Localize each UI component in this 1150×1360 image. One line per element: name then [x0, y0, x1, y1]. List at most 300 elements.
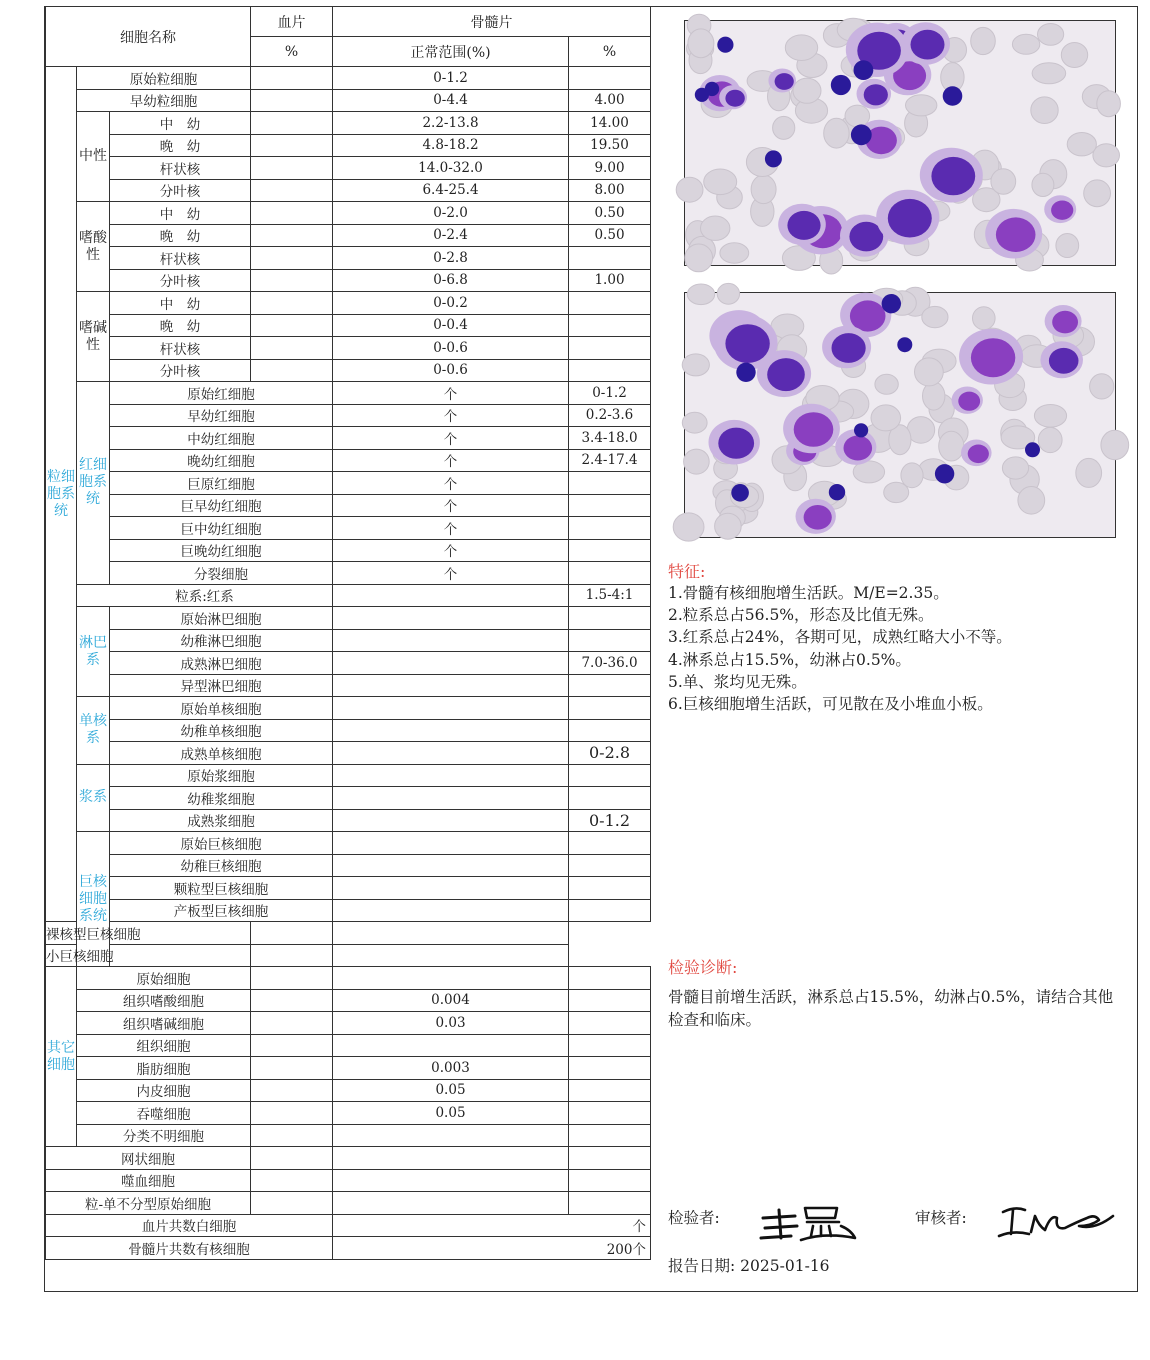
cell-name: 晚幼红细胞 — [110, 449, 333, 472]
section-label-lymph: 淋巴系 — [77, 607, 110, 697]
normal-range: 0-2.8 — [569, 742, 651, 765]
marrow-value — [569, 1192, 651, 1215]
table-row — [46, 967, 651, 990]
table-row — [46, 472, 651, 495]
normal-range: 3.4-18.0 — [569, 427, 651, 450]
table-row — [46, 922, 651, 945]
cell-name: 中 幼 — [110, 112, 251, 135]
feature-item: 6.巨核细胞增生活跃，可见散在及小堆血小板。 — [668, 695, 993, 714]
cell-name: 分裂细胞 — [110, 562, 333, 585]
blood-value — [251, 247, 333, 270]
cell-name: 原始淋巴细胞 — [110, 607, 333, 630]
blood-value — [333, 674, 569, 697]
normal-range — [569, 832, 651, 855]
table-row — [46, 1124, 651, 1147]
blood-value — [333, 652, 569, 675]
blood-value — [333, 764, 569, 787]
cell-name: 杆状核 — [110, 157, 251, 180]
normal-range — [333, 1169, 569, 1192]
reviewer-signature — [995, 1196, 1120, 1246]
table-row — [46, 269, 651, 292]
table-row — [46, 584, 651, 607]
blood-value — [333, 899, 569, 922]
stained-cell — [714, 315, 778, 371]
normal-range — [569, 539, 651, 562]
red-blood-cell — [1031, 97, 1058, 124]
blood-value — [251, 269, 333, 292]
normal-range — [569, 562, 651, 585]
red-blood-cell — [1002, 457, 1028, 479]
normal-range: 0-1.2 — [569, 382, 651, 405]
blood-value — [251, 157, 333, 180]
blood-value — [251, 989, 333, 1012]
table-row — [46, 652, 651, 675]
feature-item: 3.红系总占24%，各期可见，成熟红略大小不等。 — [668, 628, 1012, 647]
lymphocyte-nucleus — [829, 484, 845, 500]
stained-cell — [719, 85, 747, 109]
examiner-signature — [755, 1196, 865, 1246]
cell-name: 巨中幼红细胞 — [110, 517, 333, 540]
marrow-count-value: 200个 — [333, 1237, 651, 1260]
cell-name: 吞噬细胞 — [77, 1102, 251, 1125]
blood-value — [333, 697, 569, 720]
lymphocyte-nucleus — [854, 423, 868, 437]
stained-cell — [959, 329, 1023, 385]
red-blood-cell — [922, 306, 948, 327]
cell-name: 噬血细胞 — [46, 1169, 251, 1192]
blood-value — [333, 832, 569, 855]
blood-value: 个 — [333, 427, 569, 450]
normal-range: 0-4.4 — [333, 89, 569, 112]
table-row — [46, 877, 651, 900]
marrow-value: 0.50 — [569, 224, 651, 247]
blood-value — [251, 967, 333, 990]
marrow-value: 14.00 — [569, 112, 651, 135]
blood-value — [251, 1147, 333, 1170]
marrow-value — [569, 337, 651, 360]
cell-name: 原始粒细胞 — [77, 67, 251, 90]
normal-range — [569, 719, 651, 742]
normal-range — [333, 1034, 569, 1057]
feature-item: 4.淋系总占15.5%，幼淋占0.5%。 — [668, 650, 911, 669]
blood-value: 个 — [333, 517, 569, 540]
cell-name: 中 幼 — [110, 292, 251, 315]
marrow-value: 0.50 — [569, 202, 651, 225]
cell-name: 中 幼 — [110, 202, 251, 225]
blood-value: 个 — [333, 449, 569, 472]
lymphocyte-nucleus — [831, 75, 851, 95]
red-blood-cell — [1067, 133, 1096, 156]
table-row — [46, 899, 651, 922]
blood-value: 个 — [333, 472, 569, 495]
section-label-granulocyte: 粒细胞系统 — [46, 67, 77, 922]
normal-range: 0-1.2 — [569, 809, 651, 832]
blood-wbc-label: 血片共数白细胞 — [46, 1214, 333, 1237]
normal-range: 0.003 — [333, 1057, 569, 1080]
normal-range — [569, 854, 651, 877]
cell-name: 原始巨核细胞 — [110, 832, 333, 855]
section-label-plasma: 浆系 — [77, 764, 110, 832]
cell-name: 晚 幼 — [110, 314, 251, 337]
lymphocyte-nucleus — [882, 294, 901, 313]
marrow-count-label: 骨髓片共数有核细胞 — [46, 1237, 333, 1260]
marrow-value — [569, 1102, 651, 1125]
blood-smear-header: 血片 — [251, 7, 333, 37]
blood-value — [333, 584, 569, 607]
table-row — [46, 404, 651, 427]
normal-range: 0-0.2 — [333, 292, 569, 315]
normal-range: 0.05 — [333, 1079, 569, 1102]
table-row — [46, 337, 651, 360]
cell-name: 组织细胞 — [77, 1034, 251, 1057]
table-row — [46, 539, 651, 562]
subgroup-label-neutro: 中性 — [77, 112, 110, 202]
table-row — [46, 674, 651, 697]
normal-range: 0-2.4 — [333, 224, 569, 247]
red-blood-cell — [793, 78, 821, 103]
normal-range-header: 正常范围(%) — [333, 37, 569, 67]
marrow-value — [569, 247, 651, 270]
lymphocyte-nucleus — [851, 124, 872, 145]
blood-percent-header: % — [251, 37, 333, 67]
stained-cell — [857, 79, 892, 109]
normal-range — [333, 1147, 569, 1170]
red-blood-cell — [673, 513, 704, 541]
red-blood-cell — [1056, 234, 1079, 258]
normal-range — [569, 629, 651, 652]
cell-name: 巨晚幼红细胞 — [110, 539, 333, 562]
normal-range: 0.2-3.6 — [569, 404, 651, 427]
marrow-value — [569, 292, 651, 315]
micrograph-bottom — [684, 292, 1116, 538]
marrow-value: 8.00 — [569, 179, 651, 202]
lymphocyte-nucleus — [717, 37, 733, 53]
red-blood-cell — [1076, 458, 1102, 487]
blood-value — [251, 359, 333, 382]
blood-value — [251, 1057, 333, 1080]
cell-name: 幼稚淋巴细胞 — [110, 629, 333, 652]
blood-value: 个 — [333, 382, 569, 405]
blood-value — [251, 224, 333, 247]
lymphocyte-nucleus — [854, 60, 874, 80]
red-blood-cell — [717, 283, 739, 304]
blood-value — [251, 67, 333, 90]
marrow-count-row — [46, 1237, 651, 1260]
red-blood-cell — [901, 463, 923, 488]
table-row — [46, 1169, 651, 1192]
lymphocyte-nucleus — [765, 150, 782, 167]
marrow-value — [569, 1124, 651, 1147]
normal-range: 2.2-13.8 — [333, 112, 569, 135]
red-blood-cell — [1038, 427, 1062, 452]
red-blood-cell — [773, 116, 795, 139]
blood-value — [333, 809, 569, 832]
table-row — [46, 787, 651, 810]
red-blood-cell — [1032, 173, 1054, 196]
normal-range: 0-2.0 — [333, 202, 569, 225]
cell-name: 杆状核 — [110, 247, 251, 270]
cell-name: 杆状核 — [110, 337, 251, 360]
stained-cell — [952, 387, 983, 414]
normal-range — [333, 1124, 569, 1147]
table-row — [46, 764, 651, 787]
normal-range — [569, 517, 651, 540]
table-row — [46, 1057, 651, 1080]
red-blood-cell — [906, 95, 937, 116]
features-title: 特征: — [668, 562, 706, 581]
red-blood-cell — [751, 175, 776, 204]
normal-range: 0.05 — [333, 1102, 569, 1125]
marrow-value — [333, 922, 569, 945]
blood-value — [333, 742, 569, 765]
cell-name: 脂肪细胞 — [77, 1057, 251, 1080]
feature-item: 5.单、浆均见无殊。 — [668, 672, 807, 691]
stained-cell — [1040, 341, 1083, 378]
cell-name: 巨原红细胞 — [110, 472, 333, 495]
blood-value — [251, 202, 333, 225]
table-row — [46, 179, 651, 202]
cell-count-table — [45, 6, 651, 1260]
cell-name: 粒-单不分型原始细胞 — [46, 1192, 251, 1215]
red-blood-cell — [1084, 180, 1111, 207]
table-row — [46, 382, 651, 405]
table-row — [46, 67, 651, 90]
normal-range: 0-0.6 — [333, 359, 569, 382]
micrograph-bottom-image — [685, 293, 1115, 537]
cell-name: 组织嗜碱细胞 — [77, 1012, 251, 1035]
section-label-other: 其它细胞 — [46, 967, 77, 1147]
cell-name: 晚 幼 — [110, 134, 251, 157]
feature-item: 1.骨髓有核细胞增生活跃。M/E=2.35。 — [668, 584, 949, 602]
red-blood-cell — [1097, 91, 1121, 117]
blood-value — [251, 134, 333, 157]
cell-name: 组织嗜酸细胞 — [77, 989, 251, 1012]
marrow-value — [569, 1169, 651, 1192]
normal-range — [569, 472, 651, 495]
blood-value — [251, 292, 333, 315]
micrograph-top — [684, 20, 1116, 266]
red-blood-cell — [704, 169, 737, 195]
normal-range: 6.4-25.4 — [333, 179, 569, 202]
table-row — [46, 854, 651, 877]
normal-range — [569, 877, 651, 900]
stained-cell — [822, 326, 871, 369]
stained-cell — [961, 440, 992, 467]
marrow-percent-header: % — [569, 37, 651, 67]
examiner-label: 检验者: — [668, 1209, 720, 1227]
blood-wbc-value: 个 — [333, 1214, 651, 1237]
red-blood-cell — [1090, 374, 1114, 399]
marrow-value — [569, 967, 651, 990]
table-row — [46, 427, 651, 450]
red-blood-cell — [923, 382, 945, 410]
lymphocyte-nucleus — [943, 86, 963, 106]
normal-range: 0-2.8 — [333, 247, 569, 270]
red-blood-cell — [1101, 430, 1129, 459]
bone-marrow-header: 骨髓片 — [333, 7, 651, 37]
stained-cell — [1045, 305, 1082, 337]
red-blood-cell — [785, 35, 817, 61]
cell-name: 裸核型巨核细胞 — [46, 922, 110, 945]
report-date — [668, 1254, 830, 1276]
cell-name: 原始红细胞 — [110, 382, 333, 405]
red-blood-cell — [824, 118, 849, 148]
cell-name: 晚 幼 — [110, 224, 251, 247]
cell-name: 粒系:红系 — [77, 584, 333, 607]
table-row — [46, 719, 651, 742]
marrow-value — [569, 359, 651, 382]
cell-name: 网状细胞 — [46, 1147, 251, 1170]
section-label-mono: 单核系 — [77, 697, 110, 765]
red-blood-cell — [688, 29, 714, 58]
blood-value — [251, 1102, 333, 1125]
table-row — [46, 112, 651, 135]
table-row — [46, 809, 651, 832]
section-label-mega: 巨核细胞系统 — [77, 832, 110, 967]
blood-value — [333, 719, 569, 742]
feature-item: 2.粒系总占56.5%，形态及比值无殊。 — [668, 606, 934, 625]
diagnosis-title: 检验诊断: — [668, 958, 738, 977]
normal-range — [251, 944, 333, 967]
normal-range: 0-6.8 — [333, 269, 569, 292]
blood-value — [333, 607, 569, 630]
cell-name: 成熟淋巴细胞 — [110, 652, 333, 675]
cell-name: 分类不明细胞 — [77, 1124, 251, 1147]
blood-value — [251, 1012, 333, 1035]
table-row — [46, 1079, 651, 1102]
blood-value — [251, 89, 333, 112]
normal-range — [333, 967, 569, 990]
blood-value — [333, 629, 569, 652]
blood-value: 个 — [333, 404, 569, 427]
lymphocyte-nucleus — [736, 363, 755, 382]
red-blood-cell — [1038, 24, 1064, 46]
table-row — [46, 449, 651, 472]
lymphocyte-nucleus — [1025, 442, 1040, 457]
red-blood-cell — [1012, 34, 1039, 54]
blood-value — [251, 1192, 333, 1215]
blood-value — [333, 877, 569, 900]
table-row — [46, 832, 651, 855]
blood-value — [333, 787, 569, 810]
normal-range: 2.4-17.4 — [569, 449, 651, 472]
table-row — [46, 1192, 651, 1215]
normal-range: 0.03 — [333, 1012, 569, 1035]
blood-value — [251, 337, 333, 360]
cell-name: 中幼红细胞 — [110, 427, 333, 450]
normal-range: 0-0.4 — [333, 314, 569, 337]
normal-range: 1.5-4:1 — [569, 584, 651, 607]
red-blood-cell — [871, 405, 901, 431]
normal-range — [251, 922, 333, 945]
blood-value: 个 — [333, 494, 569, 517]
red-blood-cell — [875, 374, 898, 394]
stained-cell — [1044, 195, 1076, 223]
blood-value — [251, 1169, 333, 1192]
table-row — [46, 202, 651, 225]
features-list — [668, 582, 1133, 715]
cell-name: 分叶核 — [110, 269, 251, 292]
cell-name: 原始单核细胞 — [110, 697, 333, 720]
table-row — [46, 629, 651, 652]
stained-cell — [709, 420, 760, 465]
normal-range — [569, 764, 651, 787]
normal-range — [333, 1192, 569, 1215]
stained-cell — [985, 209, 1042, 259]
blood-value — [251, 1034, 333, 1057]
cell-name: 分叶核 — [110, 359, 251, 382]
cell-name: 早幼粒细胞 — [77, 89, 251, 112]
marrow-value — [569, 1034, 651, 1057]
marrow-value — [569, 1057, 651, 1080]
cell-name: 幼稚巨核细胞 — [110, 854, 333, 877]
stained-cell — [778, 204, 826, 245]
marrow-value: 19.50 — [569, 134, 651, 157]
blood-value — [251, 1079, 333, 1102]
reviewer-label: 审核者: — [915, 1209, 967, 1227]
cell-name: 幼稚单核细胞 — [110, 719, 333, 742]
normal-range — [569, 674, 651, 697]
red-blood-cell — [687, 284, 714, 305]
table-row — [46, 224, 651, 247]
table-row — [46, 944, 651, 967]
normal-range: 7.0-36.0 — [569, 652, 651, 675]
table-row — [46, 517, 651, 540]
report-date-label: 报告日期: — [668, 1257, 736, 1275]
marrow-value — [333, 944, 569, 967]
marrow-value: 9.00 — [569, 157, 651, 180]
stained-cell — [796, 499, 836, 534]
table-row — [46, 314, 651, 337]
lymphocyte-nucleus — [705, 82, 719, 96]
red-blood-cell — [939, 431, 964, 461]
stained-cell — [768, 69, 796, 93]
cell-name: 原始浆细胞 — [110, 764, 333, 787]
red-blood-cell — [684, 449, 710, 474]
normal-range: 0-0.6 — [333, 337, 569, 360]
cell-name: 产板型巨核细胞 — [110, 899, 333, 922]
blood-value — [110, 944, 251, 967]
red-blood-cell — [991, 169, 1016, 194]
table-row — [46, 1012, 651, 1035]
marrow-value — [569, 1147, 651, 1170]
cell-name: 异型淋巴细胞 — [110, 674, 333, 697]
table-row — [46, 89, 651, 112]
blood-value — [251, 314, 333, 337]
red-blood-cell — [1093, 144, 1120, 167]
blood-wbc-row — [46, 1214, 651, 1237]
marrow-value — [569, 1012, 651, 1035]
marrow-value — [569, 314, 651, 337]
red-blood-cell — [715, 513, 742, 539]
red-blood-cell — [1032, 63, 1066, 84]
cell-name: 成熟单核细胞 — [110, 742, 333, 765]
normal-range — [569, 607, 651, 630]
marrow-value: 1.00 — [569, 269, 651, 292]
blood-value — [333, 854, 569, 877]
marrow-value: 4.00 — [569, 89, 651, 112]
cell-name-header: 细胞名称 — [46, 7, 251, 67]
normal-range — [569, 899, 651, 922]
red-blood-cell — [973, 307, 996, 330]
section-label-erythroid: 红细胞系统 — [77, 382, 110, 585]
red-blood-cell — [701, 216, 730, 240]
normal-range — [569, 697, 651, 720]
blood-value — [251, 112, 333, 135]
red-blood-cell — [971, 27, 996, 54]
red-blood-cell — [915, 358, 944, 386]
table-row — [46, 989, 651, 1012]
